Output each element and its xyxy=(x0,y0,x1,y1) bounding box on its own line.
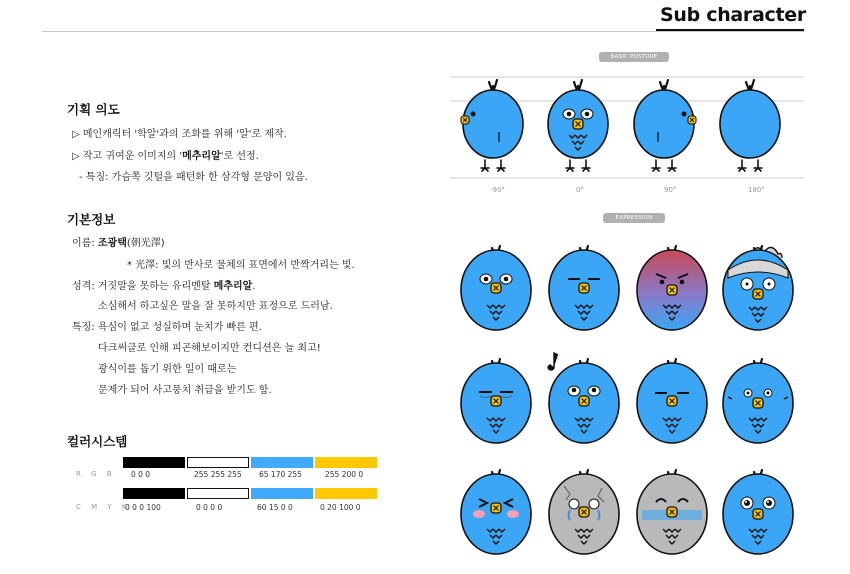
expression-neutral xyxy=(461,246,531,330)
angle-label: 0° xyxy=(576,186,584,194)
expression-squint xyxy=(549,246,619,330)
rgb-blue: 65 170 255 xyxy=(259,470,302,479)
info-name-desc: * 光澤: 빛의 반사로 물체의 표면에서 반짝거리는 빛. xyxy=(127,260,355,271)
cmyk-label: C M Y K xyxy=(76,503,131,511)
expression-ruffled xyxy=(637,359,707,443)
angle-label: 90° xyxy=(664,186,677,194)
turnaround-front xyxy=(548,80,608,171)
info-personality-desc: 소심해서 하고싶은 말을 잘 못하지만 표정으로 드러남. xyxy=(98,301,333,312)
rgb-label: R G B xyxy=(76,470,116,478)
expression-gloomy xyxy=(549,470,619,554)
expression-surprised xyxy=(723,359,793,443)
turnaround-back xyxy=(720,80,780,171)
planning-heading: 기획 의도 xyxy=(67,102,120,117)
angle-label: 180° xyxy=(748,186,765,194)
cmyk-white: 0 0 0 0 xyxy=(196,503,223,512)
cmyk-yellow: 0 20 100 0 xyxy=(320,503,361,512)
color-system-heading: 컬러시스템 xyxy=(67,434,128,449)
angle-label: -90° xyxy=(490,186,505,194)
turnaround-side-left xyxy=(461,80,523,171)
cmyk-black: 0 0 0 100 xyxy=(125,503,161,512)
expression-label: EXPRESSION xyxy=(603,213,665,223)
rgb-yellow: 255 200 0 xyxy=(325,470,364,479)
expression-sparkle xyxy=(723,470,793,554)
expression-scared xyxy=(637,470,707,554)
info-personality: 성격: 거짓말을 못하는 유리멘탈 메추리알. xyxy=(72,281,256,292)
expression-angry xyxy=(637,246,707,330)
info-trait-2: 다크써클로 인해 피곤해보이지만 컨디션은 늘 최고! xyxy=(98,343,321,354)
planning-line-2: ▷ 작고 귀여운 이미지의 '메추리알'로 선정. xyxy=(72,151,259,162)
expression-shocked xyxy=(723,246,793,330)
planning-line-1: ▷ 메인캐릭터 '학알'과의 조화를 위해 '알'로 제작. xyxy=(72,129,287,140)
expression-laughing xyxy=(461,470,531,554)
basic-posture-label: BASIC POSTURE xyxy=(599,52,669,62)
expression-singing xyxy=(548,353,619,443)
page-title: Sub character xyxy=(660,4,806,26)
cmyk-blue: 60 15 0 0 xyxy=(257,503,293,512)
info-trait-3: 광식이를 돕기 위한 일이 때로는 xyxy=(98,364,237,375)
rgb-black: 0 0 0 xyxy=(131,470,151,479)
expression-tired xyxy=(461,359,531,443)
info-heading: 기본정보 xyxy=(67,212,116,227)
rgb-white: 255 255 255 xyxy=(194,470,242,479)
turnaround-side-right xyxy=(634,80,696,171)
info-trait-1: 특징: 욕심이 없고 성실하며 눈치가 빠른 편. xyxy=(72,322,262,333)
planning-line-3: - 특징: 가슴쪽 깃털을 패턴화 한 삼각형 문양이 있음. xyxy=(79,172,308,183)
info-trait-4: 문제가 되어 사고뭉치 취급을 받기도 함. xyxy=(98,385,272,396)
info-name: 이름: 조광택(朝光澤) xyxy=(72,238,165,249)
